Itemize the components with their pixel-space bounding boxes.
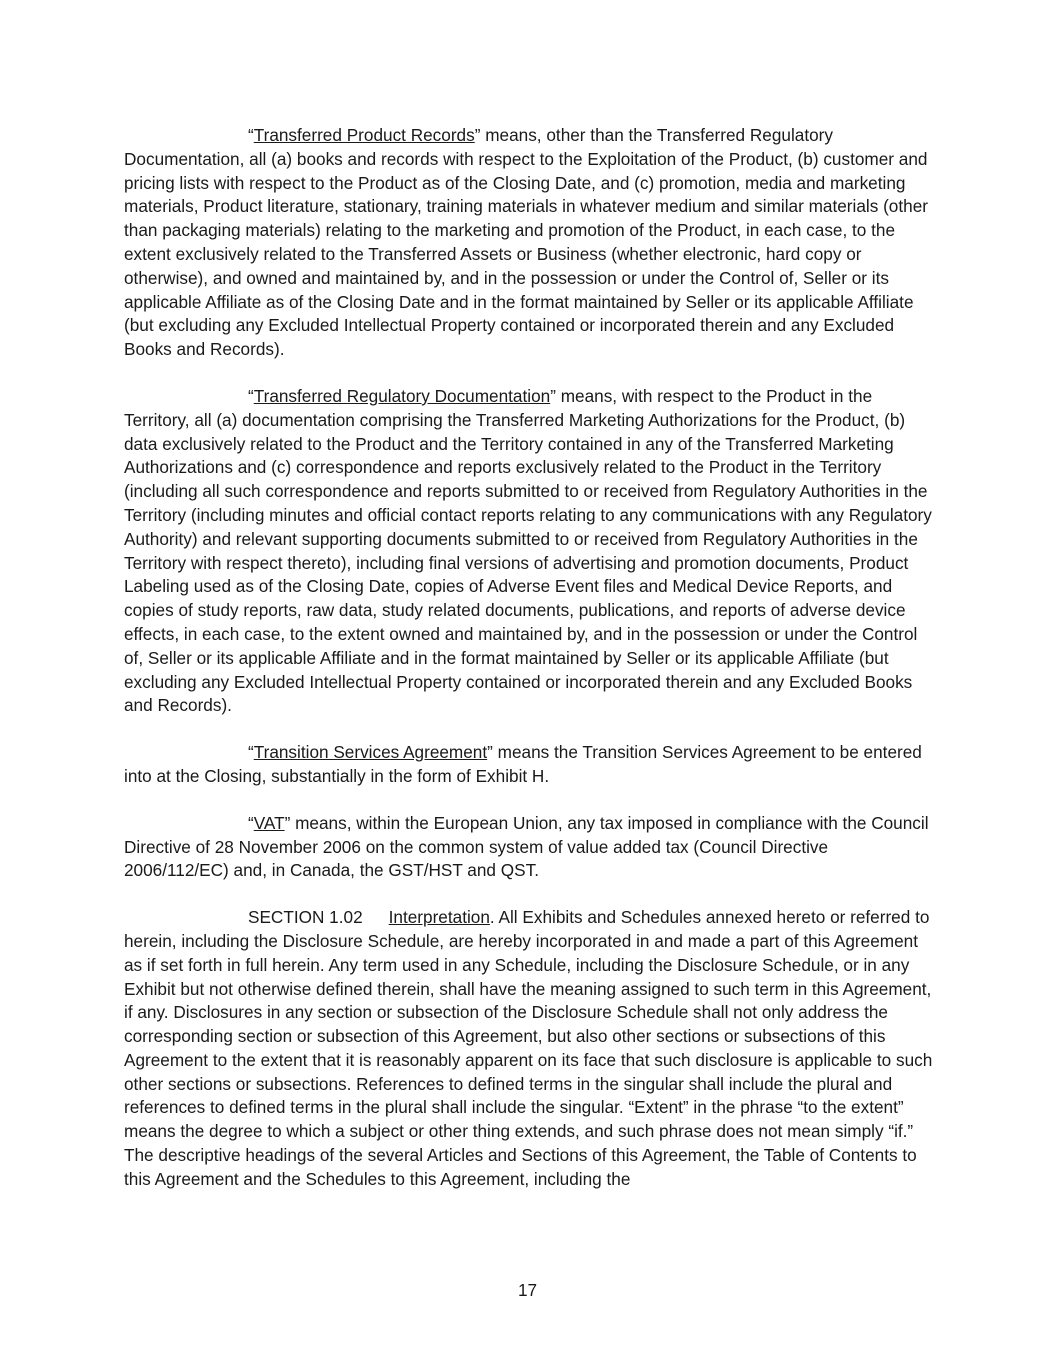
definition-body: ” means the Transition Services Agreement to be entered into at the Closing, substantially in the form of Exhibit H.: [124, 742, 922, 786]
definition-vat: [124, 812, 934, 883]
definition-transition-services-agreement: [124, 741, 934, 789]
open-quote: “: [248, 812, 254, 833]
definition-transferred-regulatory-documentation: [124, 385, 934, 718]
section-body: . All Exhibits and Schedules annexed hereto or referred to herein, including the Disclosure Schedule, are hereby incorporated in and made a part of this Agreement as if set forth in full herein. Any term used in any Schedule, including the Disclosure Schedule, or in any Exhibit but not otherwise defined therein, shall have the meaning assigned to such term in this Agreement, if any. Disclosures in any section or subsection of the Disclosure Schedule shall not only address the corresponding section or subsection of this Agreement, but also other sections or subsections of this Agreement to the extent that it is reasonably apparent on its face that such disclosure is applicable to such other sections or subsections. References to defined terms in the singular shall include the plural and references to defined terms in the plural shall include the singular. “Extent” in the phrase “to the extent” means the degree to which a subject or other thing extends, and such phrase does not mean simply “if.” The descriptive headings of the several Articles and Sections of this Agreement, the Table of Contents to this Agreement and the Schedules to this Agreement, including the: [124, 907, 933, 1189]
section-1-02-interpretation: [124, 906, 934, 1192]
definition-body: ” means, with respect to the Product in the Territory, all (a) documentation comprising the Transferred Marketing Authorizations for the Product, (b) data exclusively related to the Product and the Territory contained in any of the Transferred Marketing Authorizations and (c) correspondence and reports exclusively related to the Product in the Territory (including all such correspondence and reports submitted to or received from Regulatory Authorities in the Territory (including minutes and official contact reports relating to any communications with any Regulatory Authority) and relevant supporting documents submitted to or received from Regulatory Authorities in the Territory with respect thereto), including final versions of advertising and promotion documents, Product Labeling used as of the Closing Date, copies of Adverse Event files and Medical Device Reports, and copies of study reports, raw data, study related documents, publications, and reports of adverse device effects, in each case, to the extent owned and maintained by, and in the possession or under the Control of, Seller or its applicable Affiliate and in the format maintained by Seller or its applicable Affiliate (but excluding any Excluded Intellectual Property contained or incorporated therein and any Excluded Books and Records).: [124, 385, 932, 716]
section-heading: Interpretation: [388, 907, 490, 928]
open-quote: “: [248, 742, 254, 763]
section-number: SECTION 1.02: [248, 907, 363, 928]
open-quote: “: [248, 125, 254, 145]
definition-transferred-product-records: [124, 124, 934, 362]
defined-term: Transferred Product Records: [253, 125, 475, 145]
open-quote: “: [248, 385, 254, 406]
defined-term: Transferred Regulatory Documentation: [253, 385, 551, 406]
defined-term: Transition Services Agreement: [253, 742, 488, 763]
defined-term: VAT: [253, 812, 285, 833]
page-number: 17: [517, 1280, 538, 1300]
definition-body: ” means, within the European Union, any tax imposed in compliance with the Council Directive of 28 November 2006 on the common system of value added tax (Council Directive 2006/112/EC) and, in Canada, the GST/HST and QST.: [124, 812, 929, 881]
definition-body: ” means, other than the Transferred Regulatory Documentation, all (a) books and records with respect to the Exploitation of the Product, (b) customer and pricing lists with respect to the Product as of the Closing Date, and (c) promotion, media and marketing materials, Product literature, stationary, training materials in whatever medium and similar materials (other than packaging materials) relating to the marketing and promotion of the Product, in each case, to the extent exclusively related to the Transferred Assets or Business (whether electronic, hard copy or otherwise), and owned and maintained by, and in the possession or under the Control of, Seller or its applicable Affiliate as of the Closing Date and in the format maintained by Seller or its applicable Affiliate (but excluding any Excluded Intellectual Property contained or incorporated therein and any Excluded Books and Records).: [124, 125, 928, 360]
document-page: [124, 124, 934, 1215]
